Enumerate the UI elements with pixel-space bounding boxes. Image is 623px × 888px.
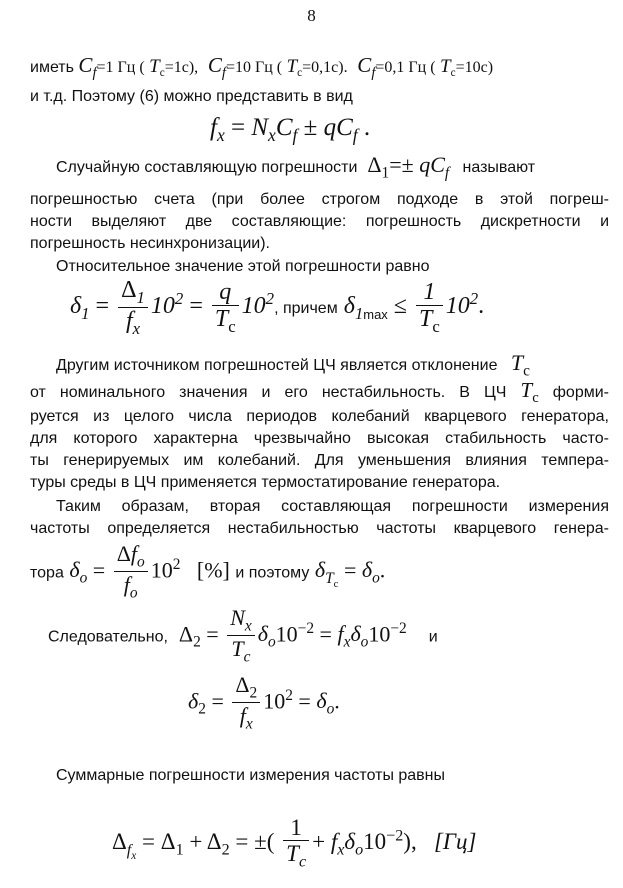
random-error-line-3: ности выделяют две составляющие: погрешность дискретности и [30, 213, 609, 230]
random-error-line: Случайную составляющую погрешности $\Delta_1=\pm qC_f$ называют [56, 152, 536, 182]
relative-value-line: Относительное значение этой погрешности равно [56, 258, 430, 275]
intro-line: иметь $C_f=1$ Гц ( $T_c=1с$), $C_f=10$ Гц ( $T_c=0,1с$). $C_f=0,1$ Гц ( $T_c=10с$) [30, 53, 494, 82]
other-source-line-2: от номинального значения и его нестабильность. В ЦЧ $T_c$ форми- [30, 378, 609, 407]
other-source-line-4: для которого характерна чрезвычайно высокая стабильность часто- [30, 430, 609, 447]
random-error-line-2: погрешностью счета (при более строгом подходе в этой погреш- [30, 191, 609, 208]
formula-delta0: тора $\delta_o$ = $\frac{\Delta f_o}{f_o}$ $10^2$ [%] и поэтому $\delta_{T_c} = \delta_o$. [30, 541, 386, 602]
formula-total: $\Delta_{f_x} = \Delta_1 + \Delta_2$ = ±( $\frac{1}{T_c}$ + $f_x\delta_o10^{-2}$), [Гц] [112, 815, 477, 871]
intro-prefix: иметь [30, 59, 74, 76]
other-source-line-6: туры среды в ЦЧ применяется термостатирование генератора. [30, 474, 501, 491]
other-source-line: Другим источником погрешностей ЦЧ является отклонение $T_c$ [56, 350, 530, 380]
intro-line-2: и т.д. Поэтому (6) можно представить в вид [30, 88, 353, 105]
other-source-line-3: руется из целого числа периодов колебаний кварцевого генератора, [30, 408, 609, 425]
other-source-line-5: ты генерируемых им колебаний. Для уменьшения влияния темпера- [30, 452, 609, 469]
formula-delta2-relative: $\delta_2$ = $\frac{\Delta_2}{f_x}$ $10^2 = \delta_o$. [188, 672, 340, 733]
page-number: 8 [307, 6, 316, 25]
formula-delta2: Следовательно, $\Delta_2$ = $\frac{N_x}{T_c}$ $\delta_o10^{-2} = f_x\delta_o10^{-2}$ и [48, 605, 438, 666]
total-error-line: Суммарные погрешности измерения частоты равны [56, 767, 446, 784]
thus-line: Таким образам, вторая составляющая погрешности измерения [56, 498, 609, 515]
formula-fx: $f_x = N_xC_f \pm qC_f$ . [210, 114, 371, 145]
formula-delta1: $\delta_1$ = $\frac{\Delta_1}{f_x}$ $10^2$ = $\frac{q}{T_c}$ $10^2$, причем $\delta_{1max}$ ≤ $\frac{1}{T_c}$ $10^2$. [70, 277, 485, 339]
random-error-line-4: погрешность несинхронизации). [30, 235, 270, 252]
thus-line-2: частоты определяется нестабильностью частоты кварцевого генера- [30, 520, 609, 537]
